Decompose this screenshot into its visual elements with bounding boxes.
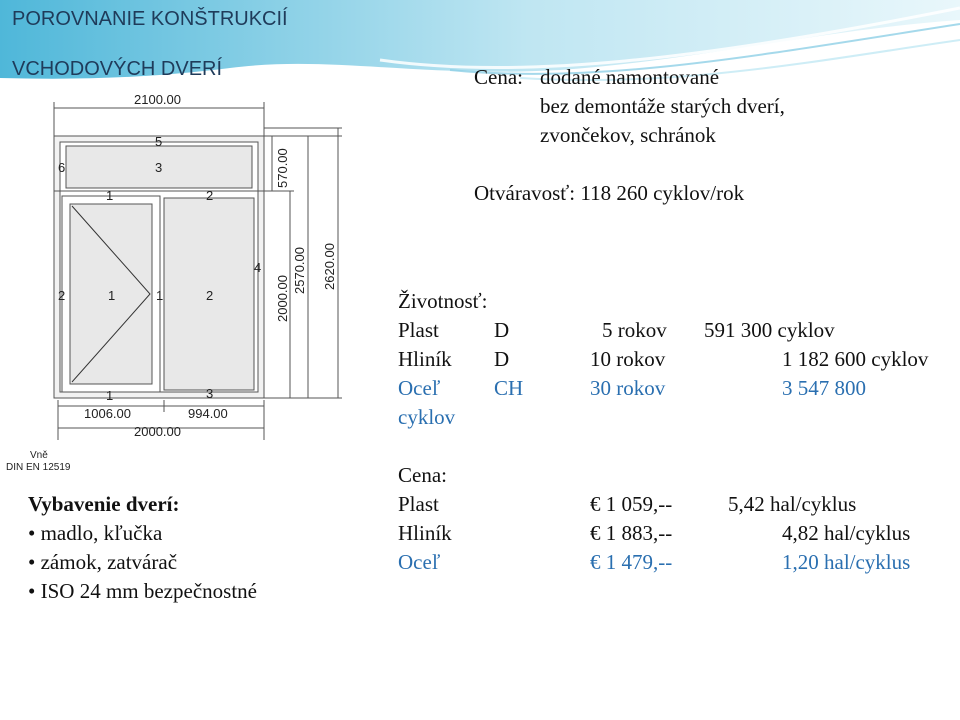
lifespan-row-cycles-wrap: cyklov	[398, 405, 456, 429]
equipment-item: • ISO 24 mm bezpečnostné	[28, 579, 257, 603]
price-row-per-cycle: 5,42 hal/cyklus	[728, 492, 857, 516]
price-row-material: Hliník	[398, 521, 452, 545]
slide-title-line2: VCHODOVÝCH DVERÍ	[12, 58, 223, 80]
prices-header: Cena:	[398, 463, 447, 487]
dim-v2: 2000.00	[275, 275, 290, 322]
part-2-left-label: 2	[58, 288, 66, 303]
slide-title-line1: POROVNANIE KONŠTRUKCIÍ	[12, 8, 288, 30]
price-info-label: Cena:	[474, 65, 523, 89]
part-6-label: 6	[58, 160, 66, 175]
side-note: Vně	[30, 450, 48, 461]
part-3-bot-label: 3	[206, 386, 214, 401]
part-1-mid-label: 1	[108, 288, 116, 303]
standard-note: DIN EN 12519	[6, 462, 71, 473]
part-2-a-label: 2	[206, 188, 214, 203]
part-3-top-label: 3	[155, 160, 163, 175]
lifespan-row-years: 10 rokov	[590, 347, 666, 371]
dim-v1: 570.00	[275, 148, 290, 188]
lifespan-row-years: 5 rokov	[602, 318, 667, 342]
equipment-item: • madlo, kľučka	[28, 521, 163, 545]
price-row-price: € 1 479,--	[590, 550, 673, 574]
dim-v3: 2570.00	[292, 247, 307, 294]
lifespan-row-years: 30 rokov	[590, 376, 666, 400]
lifespan-row-class: CH	[494, 376, 524, 400]
lifespan-row-material: Oceľ	[398, 376, 441, 400]
lifespan-row-class: D	[494, 347, 510, 371]
part-2-mid-label: 2	[206, 288, 214, 303]
dim-bottom-right: 994.00	[188, 406, 228, 421]
dim-bottom-total: 2000.00	[134, 424, 181, 439]
part-5-label: 5	[155, 134, 163, 149]
equipment-header: Vybavenie dverí:	[28, 492, 180, 516]
lifespan-row-class: D	[494, 318, 510, 342]
lifespan-header: Životnosť:	[398, 289, 488, 313]
lifespan-row-material: Plast	[398, 318, 439, 342]
price-row-per-cycle: 4,82 hal/cyklus	[782, 521, 911, 545]
price-info-line1: dodané namontované	[540, 65, 720, 89]
dim-top: 2100.00	[134, 92, 181, 107]
part-1-mid2-label: 1	[156, 288, 164, 303]
price-info-line3: zvončekov, schránok	[540, 123, 716, 147]
price-row-per-cycle: 1,20 hal/cyklus	[782, 550, 911, 574]
opening-rate: Otváravosť: 118 260 cyklov/rok	[474, 181, 745, 205]
dim-v4: 2620.00	[322, 243, 337, 290]
lifespan-row-cycles: 3 547 800	[782, 376, 866, 400]
lifespan-row-material: Hliník	[398, 347, 452, 371]
lifespan-row-cycles: 1 182 600 cyklov	[782, 347, 929, 371]
price-row-material: Oceľ	[398, 550, 441, 574]
door-technical-drawing	[0, 88, 400, 478]
price-row-price: € 1 883,--	[590, 521, 673, 545]
dim-bottom-left: 1006.00	[84, 406, 131, 421]
price-info-line2: bez demontáže starých dverí,	[540, 94, 785, 118]
part-1-bot-label: 1	[106, 388, 114, 403]
lifespan-row-cycles: 591 300 cyklov	[704, 318, 835, 342]
price-row-material: Plast	[398, 492, 439, 516]
part-4-label: 4	[254, 260, 262, 275]
equipment-item: • zámok, zatvárač	[28, 550, 178, 574]
price-row-price: € 1 059,--	[590, 492, 673, 516]
part-1-a-label: 1	[106, 188, 114, 203]
